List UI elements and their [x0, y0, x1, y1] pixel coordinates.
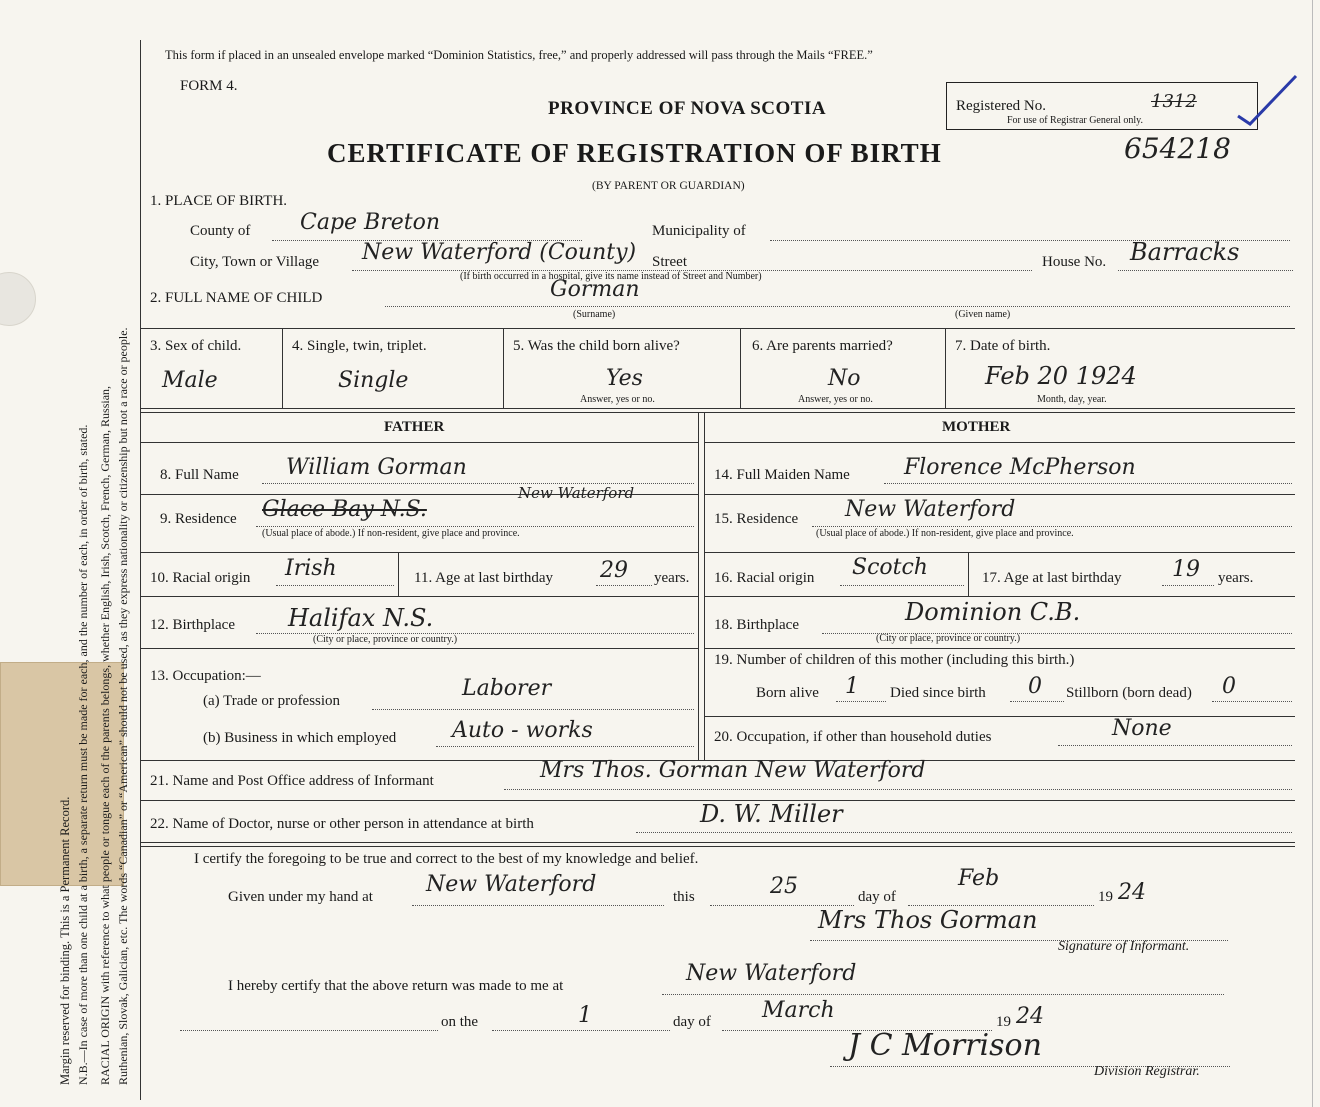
punch-hole-top [0, 272, 36, 326]
county-value: Cape Breton [300, 210, 441, 235]
mother-birthplace-value: Dominion C.B. [905, 598, 1081, 626]
municipality-label: Municipality of [652, 223, 746, 239]
father-business-value: Auto - works [452, 718, 593, 743]
father-trade-label: (a) Trade or profession [203, 693, 341, 709]
informant-label: 21. Name and Post Office address of Informant [150, 773, 434, 789]
married-caption: Answer, yes or no. [798, 394, 873, 405]
city-label: City, Town or Village [190, 254, 320, 270]
mother-birthplace-label: 18. Birthplace [714, 617, 799, 633]
registered-box [946, 82, 1258, 130]
father-years: years. [654, 570, 690, 586]
margin-ruthenian: Ruthenian, Slovak, Galician, etc. The words “Canadian” or “American” should not be used, as they express nationality or citizenship but not a race or people. [116, 327, 130, 1085]
father-residence-correction: New Waterford [518, 484, 635, 502]
county-label: County of [190, 223, 251, 239]
father-birthplace-caption: (City or place, province or country.) [313, 634, 458, 645]
died-value: 0 [1028, 674, 1042, 699]
form-number: FORM 4. [180, 78, 238, 94]
given-label: Given under my hand at [228, 889, 373, 905]
page-right-edge [1312, 0, 1313, 1107]
registrar-statement: I hereby certify that the above return was made to me at [228, 978, 564, 994]
father-trade-value: Laborer [462, 676, 552, 701]
mother-residence-label: 15. Residence [714, 511, 799, 527]
mail-notice: This form if placed in an unsealed envelope marked “Dominion Statistics, free,” and properly addressed will pass through the Mails “FREE.” [165, 48, 873, 62]
father-occupation-label: 13. Occupation:— [150, 668, 261, 684]
father-heading: FATHER [384, 419, 445, 435]
father-name-label: 8. Full Name [160, 467, 239, 483]
mother-name-value: Florence McPherson [904, 455, 1136, 480]
dob-value: Feb 20 1924 [985, 362, 1137, 390]
informant-signature: Mrs Thos Gorman [818, 906, 1038, 934]
informant-value: Mrs Thos. Gorman New Waterford [540, 758, 926, 783]
surname-caption: (Surname) [573, 309, 616, 320]
sex-value: Male [162, 368, 218, 393]
page-subtitle: (BY PARENT OR GUARDIAN) [592, 180, 745, 192]
form-left-border [140, 40, 141, 1100]
father-age-label: 11. Age at last birthday [414, 570, 553, 586]
mother-racial-label: 16. Racial origin [714, 570, 815, 586]
registered-label: Registered No. [956, 98, 1046, 114]
house-value: Barracks [1130, 238, 1240, 266]
registrar-place-value: New Waterford [686, 961, 857, 986]
mother-heading: MOTHER [942, 419, 1011, 435]
certify-day-of: day of [858, 889, 896, 905]
place-of-birth-label: 1. PLACE OF BIRTH. [150, 193, 288, 209]
mother-name-label: 14. Full Maiden Name [714, 467, 850, 483]
registrar-day-of: day of [673, 1014, 711, 1030]
given-name-caption: (Given name) [955, 309, 1011, 320]
mother-years: years. [1218, 570, 1254, 586]
child-surname-value: Gorman [550, 277, 640, 302]
plurality-value: Single [338, 368, 409, 393]
certify-year-prefix: 19 [1098, 889, 1113, 905]
margin-racial: RACIAL ORIGIN with reference to what people or tongue each of the parents belongs, whether English, Irish, Scotch, French, German, Russian, [98, 385, 112, 1085]
margin-reserved: Margin reserved for binding. This is a Permanent Record. [58, 796, 72, 1085]
father-residence-value: Glace Bay N.S. [262, 497, 427, 522]
registrar-day-value: 1 [578, 1003, 592, 1028]
married-value: No [828, 366, 861, 391]
alive-value: Yes [606, 366, 643, 391]
born-alive-value: 1 [845, 674, 859, 699]
died-label: Died since birth [890, 685, 986, 701]
doctor-label: 22. Name of Doctor, nurse or other person in attendance at birth [150, 816, 534, 832]
registrar-month-value: March [762, 998, 835, 1023]
alive-caption: Answer, yes or no. [580, 394, 655, 405]
informant-signature-caption: Signature of Informant. [1058, 939, 1190, 954]
father-age-value: 29 [600, 558, 628, 583]
child-name-label: 2. FULL NAME OF CHILD [150, 290, 323, 306]
father-name-value: William Gorman [286, 455, 467, 480]
registrar-year-suffix: 24 [1016, 1004, 1044, 1029]
house-label: House No. [1042, 254, 1107, 270]
page-title: CERTIFICATE OF REGISTRATION OF BIRTH [327, 138, 942, 168]
mother-racial-value: Scotch [852, 555, 928, 580]
mother-age-label: 17. Age at last birthday [982, 570, 1122, 586]
mother-children-label: 19. Number of children of this mother (including this birth.) [714, 652, 1075, 668]
father-birthplace-value: Halifax N.S. [288, 604, 434, 632]
registered-number: 654218 [1124, 132, 1231, 165]
sex-label: 3. Sex of child. [150, 338, 242, 354]
given-place-value: New Waterford [426, 872, 597, 897]
father-racial-value: Irish [285, 556, 337, 581]
province-title: PROVINCE OF NOVA SCOTIA [548, 98, 827, 119]
dob-caption: Month, day, year. [1037, 394, 1107, 405]
certify-month-value: Feb [958, 866, 1000, 891]
street-label: Street [652, 254, 687, 270]
father-racial-label: 10. Racial origin [150, 570, 251, 586]
mother-residence-value: New Waterford [845, 497, 1016, 522]
mother-residence-caption: (Usual place of abode.) If non-resident, give place and province. [816, 528, 1074, 539]
stillborn-value: 0 [1222, 674, 1236, 699]
born-alive-label: Born alive [756, 685, 819, 701]
certify-statement: I certify the foregoing to be true and correct to the best of my knowledge and belief. [194, 851, 699, 867]
registrar-caption: Division Registrar. [1094, 1064, 1200, 1079]
certify-year-suffix: 24 [1118, 880, 1146, 905]
check-mark-icon [1236, 72, 1300, 128]
mother-occupation-label: 20. Occupation, if other than household duties [714, 729, 992, 745]
dob-label: 7. Date of birth. [955, 338, 1051, 354]
city-value: New Waterford (County) [362, 240, 637, 265]
mother-age-value: 19 [1172, 557, 1200, 582]
plurality-label: 4. Single, twin, triplet. [292, 338, 427, 354]
married-label: 6. Are parents married? [752, 338, 893, 354]
father-birthplace-label: 12. Birthplace [150, 617, 235, 633]
certify-day-value: 25 [770, 874, 798, 899]
registered-sub: For use of Registrar General only. [1007, 115, 1143, 126]
mother-birthplace-caption: (City or place, province or country.) [876, 633, 1021, 644]
margin-nb: N.B.—In case of more than one child at a birth, a separate return must be made for each, and the number of each, in order of birth, stated. [76, 424, 90, 1085]
father-residence-caption: (Usual place of abode.) If non-resident, give place and province. [262, 528, 520, 539]
registrar-year-prefix: 19 [996, 1014, 1011, 1030]
registrar-on-the: on the [441, 1014, 479, 1030]
father-residence-label: 9. Residence [160, 511, 237, 527]
father-business-label: (b) Business in which employed [203, 730, 397, 746]
registrar-signature: J C Morrison [848, 1028, 1042, 1063]
doctor-value: D. W. Miller [700, 800, 843, 828]
this-label: this [673, 889, 695, 905]
stillborn-label: Stillborn (born dead) [1066, 685, 1192, 701]
hospital-note: (If birth occurred in a hospital, give its name instead of Street and Number) [460, 271, 762, 282]
mother-occupation-value: None [1112, 716, 1172, 741]
alive-label: 5. Was the child born alive? [513, 338, 680, 354]
registered-value: 1312 [1151, 91, 1197, 112]
